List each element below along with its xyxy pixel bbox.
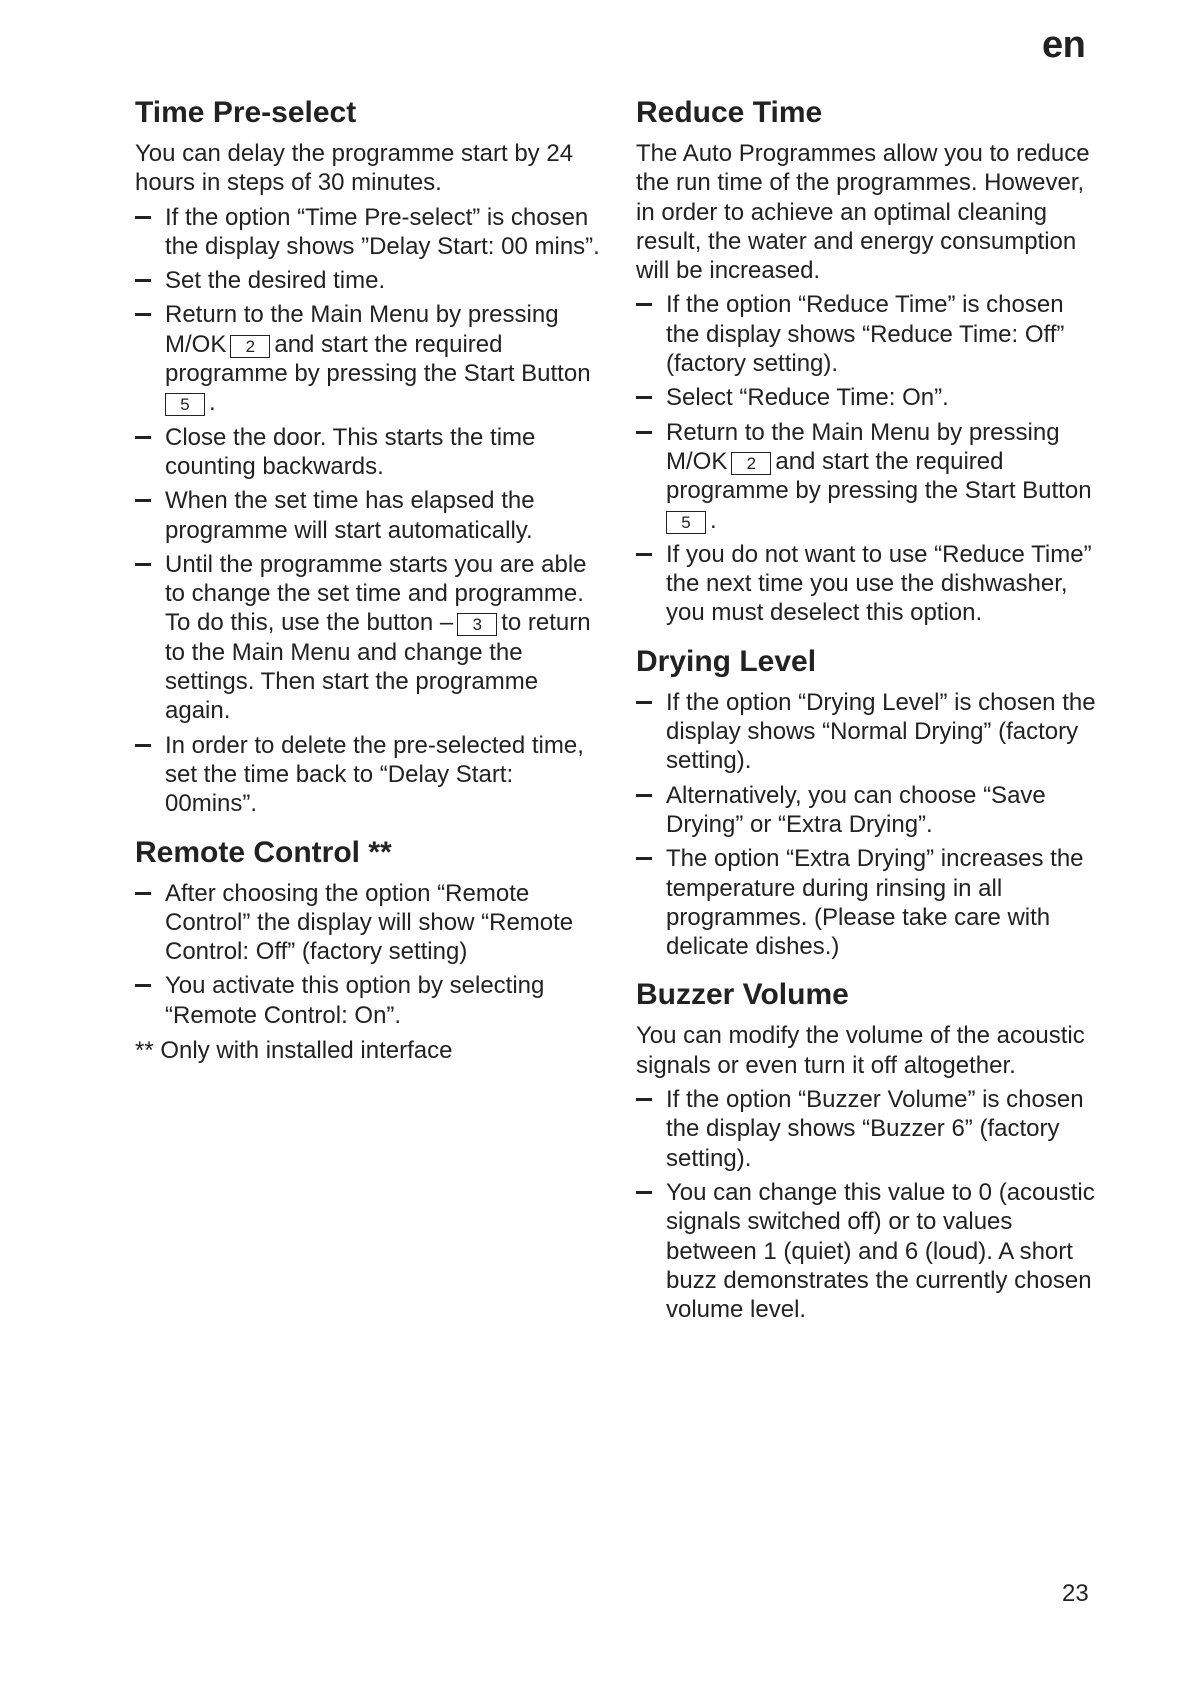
button-key-5: 5 [165, 393, 205, 416]
list-item-text: Set the desired time. [165, 267, 386, 295]
section-heading: Drying Level [636, 644, 817, 678]
list-item [636, 290, 1096, 378]
section-intro: You can delay the programme start by 24 hours in steps of 30 minutes. [135, 140, 574, 197]
dash-bullet-icon [135, 313, 151, 316]
list-item-text: Alternatively, you can choose “Save Drying” or “Extra Drying”. [666, 781, 1046, 838]
button-key-2: 2 [230, 335, 270, 358]
list-item [135, 731, 600, 819]
list-item-text: Return to the Main Menu by pressing M/OK [165, 301, 559, 358]
list-item-text: If the option “Drying Level” is chosen the display shows “Normal Drying” (factory setting). [666, 688, 1096, 775]
list-item [135, 300, 600, 417]
list-item [135, 879, 600, 967]
list-item [636, 844, 1096, 961]
dash-bullet-icon [636, 431, 652, 434]
dash-bullet-icon [135, 984, 151, 987]
dash-bullet-icon [636, 1098, 652, 1101]
list-item [636, 418, 1096, 535]
section-remote-control [135, 835, 600, 1066]
list-item-text: and start the required programme by pressing the Start Button [165, 330, 591, 388]
list-item-text: You can change this value to 0 (acoustic signals switched off) or to values between 1 (quiet) and 6 (loud). A short buzz demonstrates the currently chosen volume level. [666, 1178, 1095, 1324]
list-item [135, 550, 600, 726]
language-tag: en [1042, 24, 1086, 66]
list-item-text: . [209, 389, 216, 417]
list-item-text: Close the door. This starts the time counting backwards. [165, 423, 536, 480]
list-item [636, 540, 1096, 628]
section-reduce-time [636, 95, 1096, 628]
section-heading: Buzzer Volume [636, 978, 849, 1012]
list-item [636, 1178, 1096, 1324]
list-item-text: In order to delete the pre-selected time, set the time back to “Delay Start: 00mins”. [165, 731, 584, 818]
list-item [636, 688, 1096, 776]
dash-bullet-icon [135, 436, 151, 439]
list-item-text: . [710, 506, 717, 534]
list-item-text: After choosing the option “Remote Control” the display will show “Remote Control: Off” (factory setting) [165, 879, 574, 966]
list-item-text: The option “Extra Drying” increases the temperature during rinsing in all programmes. (Please take care with delicate dishes.) [666, 845, 1084, 961]
list-item-text: to return to the Main Menu and change the settings. Then start the programme again. [165, 609, 591, 725]
dash-bullet-icon [135, 279, 151, 282]
bullet-list [135, 879, 600, 1030]
page-number: 23 [1062, 1580, 1089, 1607]
section-time-preselect [135, 95, 600, 819]
list-item-text: If you do not want to use “Reduce Time” the next time you use the dishwasher, you must deselect this option. [666, 540, 1092, 627]
list-item-text: When the set time has elapsed the programme will start automatically. [165, 487, 535, 544]
list-item [135, 971, 600, 1030]
dash-bullet-icon [135, 216, 151, 219]
list-item [135, 203, 600, 262]
list-item [135, 423, 600, 482]
bullet-list [636, 1085, 1096, 1324]
list-item-text: and start the required programme by pressing the Start Button [666, 447, 1092, 505]
dash-bullet-icon [636, 1191, 652, 1194]
dash-bullet-icon [135, 563, 151, 566]
section-buzzer-volume [636, 977, 1096, 1324]
bullet-list [636, 290, 1096, 627]
section-heading: Time Pre-select [135, 96, 357, 129]
dash-bullet-icon [636, 396, 652, 399]
list-item [135, 266, 600, 295]
section-intro: The Auto Programmes allow you to reduce the run time of the programmes. However, in order to achieve an optimal cleaning result, the water and energy consumption will be increased. [636, 140, 1090, 285]
dash-bullet-icon [636, 553, 652, 556]
dash-bullet-icon [636, 303, 652, 306]
list-item [636, 781, 1096, 840]
list-item-text: If the option “Reduce Time” is chosen the display shows “Reduce Time: Off” (factory setting). [666, 291, 1065, 378]
list-item [636, 383, 1096, 412]
button-key-3: 3 [457, 613, 497, 636]
button-key-2: 2 [731, 452, 771, 475]
bullet-list [135, 203, 600, 819]
dash-bullet-icon [636, 701, 652, 704]
left-column [135, 95, 600, 1070]
list-item-text: If the option “Buzzer Volume” is chosen the display shows “Buzzer 6” (factory setting). [666, 1086, 1084, 1172]
dash-bullet-icon [135, 892, 151, 895]
list-item-text: Return to the Main Menu by pressing M/OK [666, 418, 1060, 475]
list-item-text: Until the programme starts you are able to change the set time and programme. To do this, use the button – [165, 550, 587, 637]
button-key-5: 5 [666, 511, 706, 534]
list-item-text: You activate this option by selecting “Remote Control: On”. [165, 972, 545, 1029]
section-drying-level [636, 644, 1096, 962]
bullet-list [636, 688, 1096, 962]
footnote: ** Only with installed interface [135, 1037, 453, 1065]
list-item [636, 1085, 1096, 1173]
right-column [636, 95, 1096, 1329]
dash-bullet-icon [636, 794, 652, 797]
section-intro: You can modify the volume of the acoustic signals or even turn it off altogether. [636, 1022, 1085, 1079]
list-item [135, 486, 600, 545]
dash-bullet-icon [135, 499, 151, 502]
section-heading: Reduce Time [636, 96, 823, 129]
section-heading: Remote Control ** [135, 835, 392, 869]
list-item-text: Select “Reduce Time: On”. [666, 384, 949, 412]
list-item-text: If the option “Time Pre-select” is chosen the display shows ”Delay Start: 00 mins”. [165, 203, 600, 260]
dash-bullet-icon [636, 857, 652, 860]
dash-bullet-icon [135, 744, 151, 747]
